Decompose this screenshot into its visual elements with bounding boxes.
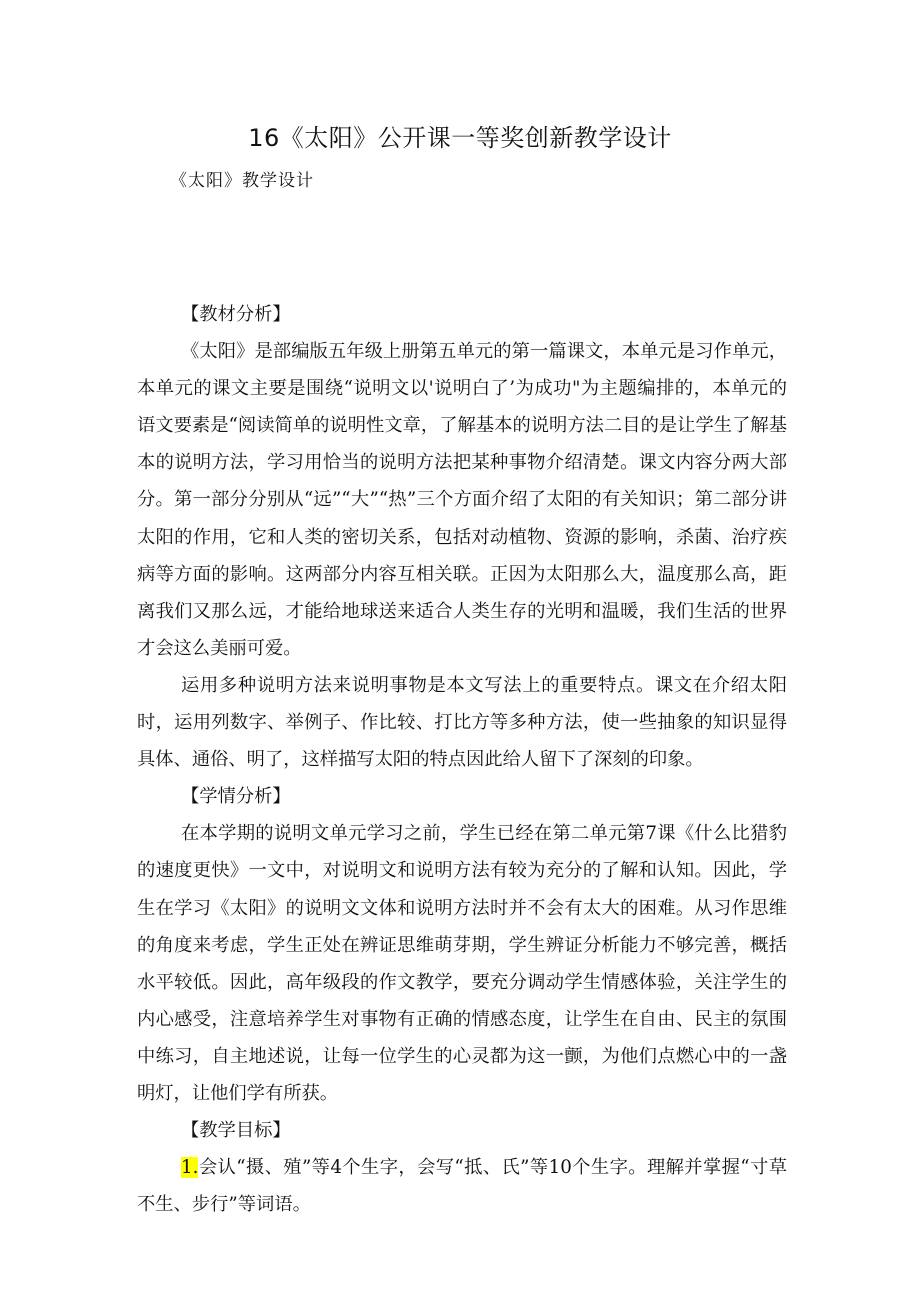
paragraph: 在本学期的说明文单元学习之前，学生已经在第二单元第7课《什么比猎豹的速度更快》一文中，对说明文和说明方法有较为充分的了解和认知。因此，学生在学习《太阳》的说明文文体和说明方法时并不会有太大的困难。从习作思维的角度来考虑，学生正处在辨证思维萌芽期，学生辨证分析能力不够完善，概括水平较低。因此，高年级段的作文教学，要充分调动学生情感体验，关注学生的内心感受，注意培养学生对事物有正确的情感态度，让学生在自由、民主的氛围中练习，自主地述说，让每一位学生的心灵都为这一颤，为他们点燃心中的一盏明灯，让他们学有所获。	[137, 823, 787, 1104]
goal-number-highlight: 1.	[181, 1157, 199, 1179]
goal-list-item	[137, 1149, 787, 1223]
paragraph: 运用多种说明方法来说明事物是本文写法上的重要特点。课文在介绍太阳时，运用列数字、举例子、作比较、打比方等多种方法，使一些抽象的知识显得具体、通俗、明了，这样描写太阳的特点因此给人留下了深刻的印象。	[137, 674, 787, 771]
section-heading-textbook-analysis: 【教材分析】	[181, 304, 291, 325]
paragraph: 《太阳》是部编版五年级上册第五单元的第一篇课文，本单元是习作单元，本单元的课文主要是围绕“说明文以'说明白了’为成功"为主题编排的，本单元的语文要素是“阅读简单的说明性文章，了解基本的说明方法二目的是让学生了解基本的说明方法，学习用恰当的说明方法把某种事物介绍清楚。课文内容分两大部分。第一部分分别从“远”“大”“热”三个方面介绍了太阳的有关知识；第二部分讲太阳的作用，它和人类的密切关系，包括对动植物、资源的影响，杀菌、治疗疾病等方面的影响。这两部分内容互相关联。正因为太阳那么大，温度那么高，距离我们又那么远，才能给地球送来适合人类生存的光明和温暖，我们生活的世界才会这么美丽可爱。	[137, 341, 787, 659]
section-heading-learner-analysis: 【学情分析】	[181, 786, 291, 808]
document-body	[137, 296, 787, 1223]
document-subtitle: 《太阳》教学设计	[170, 171, 314, 191]
document-title: 16《太阳》公开课一等奖创新教学设计	[248, 124, 672, 152]
goal-text: 会认“摄、殖”等4个生字，会写“抵、氏”等10个生字。理解并掌握“寸草不生、步行”等词语。	[137, 1157, 787, 1216]
section-heading-teaching-goals: 【教学目标】	[181, 1120, 291, 1142]
